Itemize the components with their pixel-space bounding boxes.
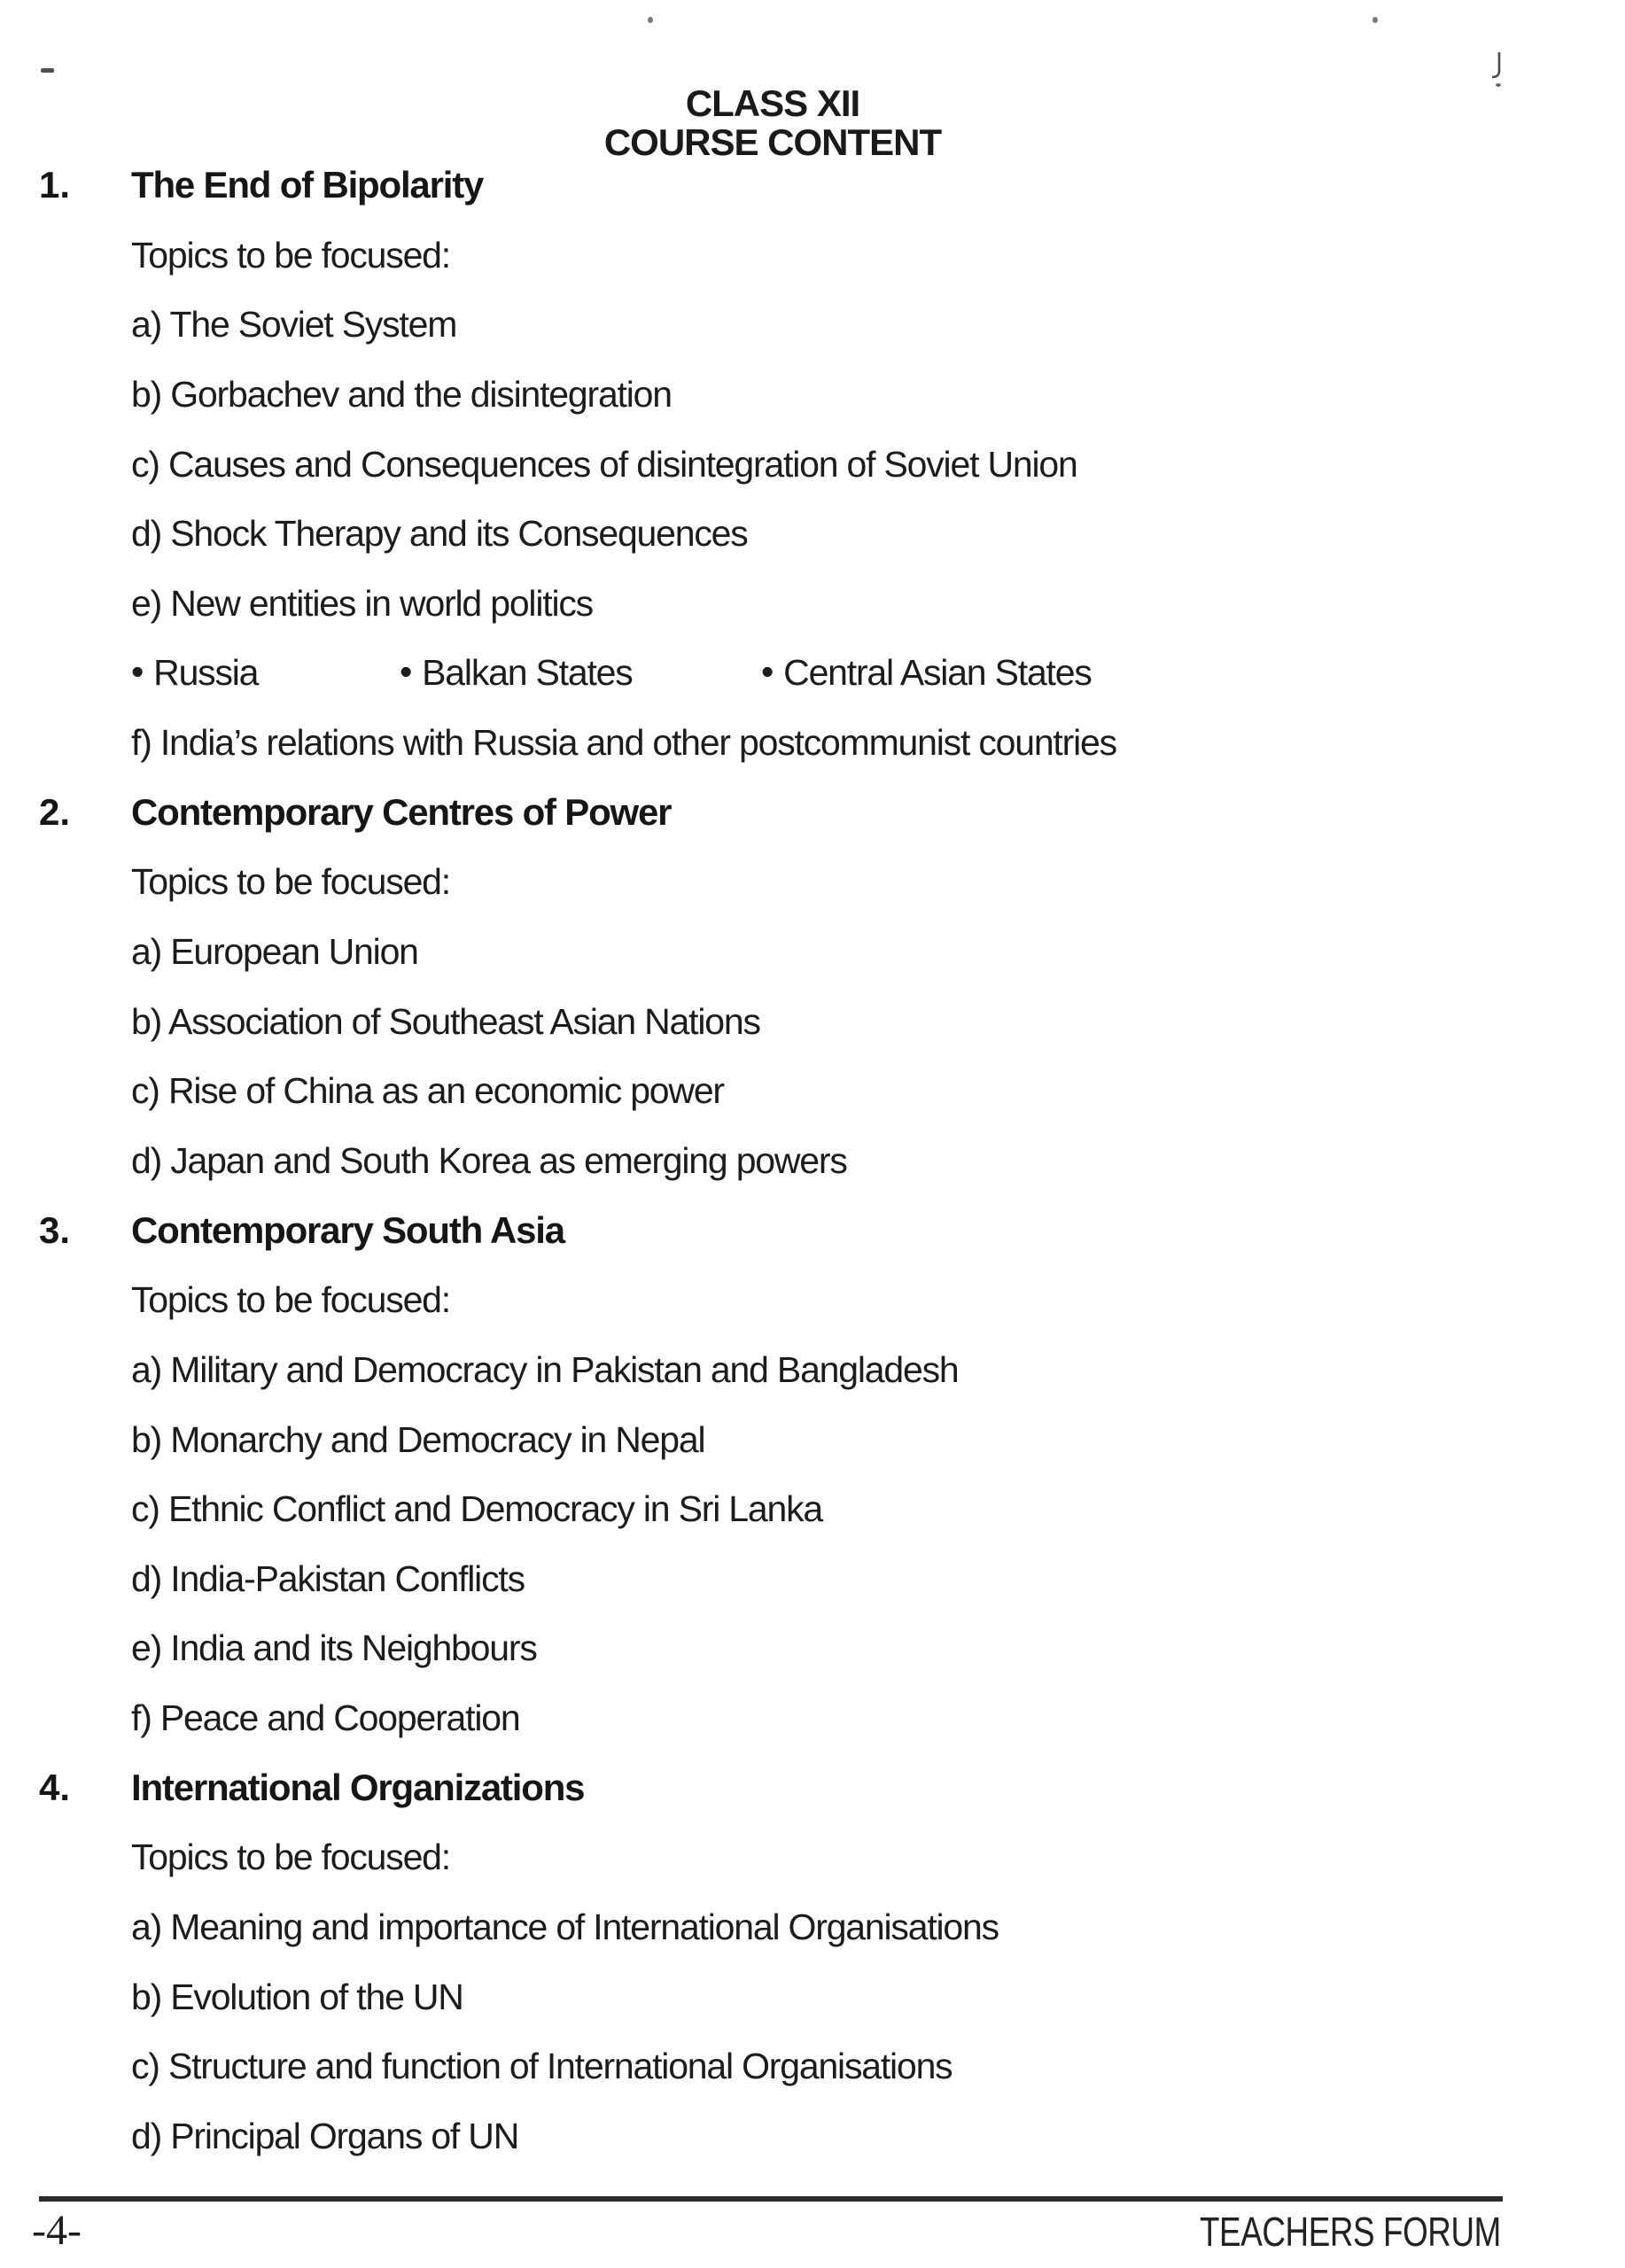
scan-artifact-dot <box>1372 17 1378 23</box>
bullet-item <box>761 650 1092 695</box>
course-item: b) Association of Southeast Asian Nations <box>131 1000 760 1042</box>
scan-artifact-dash <box>41 68 54 73</box>
bullet-row <box>0 650 1625 720</box>
topics-intro: Topics to be focused: <box>131 1279 450 1321</box>
footer-rule <box>39 2196 1503 2202</box>
section-heading <box>0 790 1625 860</box>
course-item: b) Gorbachev and the disintegration <box>131 373 672 415</box>
page-number: -4- <box>32 2207 82 2254</box>
bullet-label: Russia <box>153 652 259 694</box>
section-number: 4. <box>39 1766 71 1808</box>
section-number: 2. <box>39 790 71 833</box>
course-item: a) Meaning and importance of International Organisations <box>131 1907 999 1948</box>
bullet-label: Balkan States <box>422 652 633 694</box>
section-title: International Organizations <box>131 1766 585 1808</box>
section-heading <box>0 1766 1625 1836</box>
scan-artifact-curve <box>1490 51 1501 80</box>
course-item: d) Principal Organs of UN <box>131 2115 519 2156</box>
course-content <box>0 163 1625 2184</box>
course-item: c) Rise of China as an economic power <box>131 1070 724 1112</box>
course-item: b) Evolution of the UN <box>131 1976 463 2017</box>
course-item: f) India’s relations with Russia and other postcommunist countries <box>131 722 1116 764</box>
page-title: CLASS XII <box>685 82 860 124</box>
course-item: a) The Soviet System <box>131 304 457 346</box>
course-item: e) India and its Neighbours <box>131 1627 537 1669</box>
course-item: c) Causes and Consequences of disintegration of Soviet Union <box>131 443 1077 485</box>
section-heading <box>0 163 1625 233</box>
section-number: 1. <box>39 164 71 206</box>
section-number: 3. <box>39 1208 71 1251</box>
course-item: f) Peace and Cooperation <box>131 1697 520 1739</box>
section-title: Contemporary Centres of Power <box>131 790 672 833</box>
topics-intro: Topics to be focused: <box>131 1837 450 1878</box>
page-subtitle: COURSE CONTENT <box>603 121 942 163</box>
title-block <box>0 84 1545 162</box>
bullet-label: Central Asian States <box>783 652 1092 694</box>
bullet-icon: • <box>131 651 144 693</box>
topics-intro: Topics to be focused: <box>131 234 450 276</box>
course-item: d) India-Pakistan Conflicts <box>131 1557 525 1599</box>
course-item: e) New entities in world politics <box>131 582 593 624</box>
course-item: d) Japan and South Korea as emerging powers <box>131 1139 847 1181</box>
course-item: a) European Union <box>131 931 418 973</box>
course-item: c) Structure and function of International Organisations <box>131 2046 952 2087</box>
topics-intro: Topics to be focused: <box>131 861 450 903</box>
publisher-name: TEACHERS FORUM <box>1200 2209 1501 2255</box>
course-item: c) Ethnic Conflict and Democracy in Sri Lanka <box>131 1488 823 1530</box>
section-heading <box>0 1208 1625 1278</box>
bullet-item <box>400 650 633 695</box>
bullet-item <box>131 650 258 695</box>
section-title: Contemporary South Asia <box>131 1208 564 1251</box>
course-item: b) Monarchy and Democracy in Nepal <box>131 1418 705 1460</box>
scan-artifact-dot <box>648 17 653 23</box>
section-title: The End of Bipolarity <box>131 164 484 206</box>
course-item: d) Shock Therapy and its Consequences <box>131 513 748 555</box>
bullet-icon: • <box>400 651 412 693</box>
course-item: a) Military and Democracy in Pakistan and Bangladesh <box>131 1348 959 1390</box>
bullet-icon: • <box>761 651 774 693</box>
